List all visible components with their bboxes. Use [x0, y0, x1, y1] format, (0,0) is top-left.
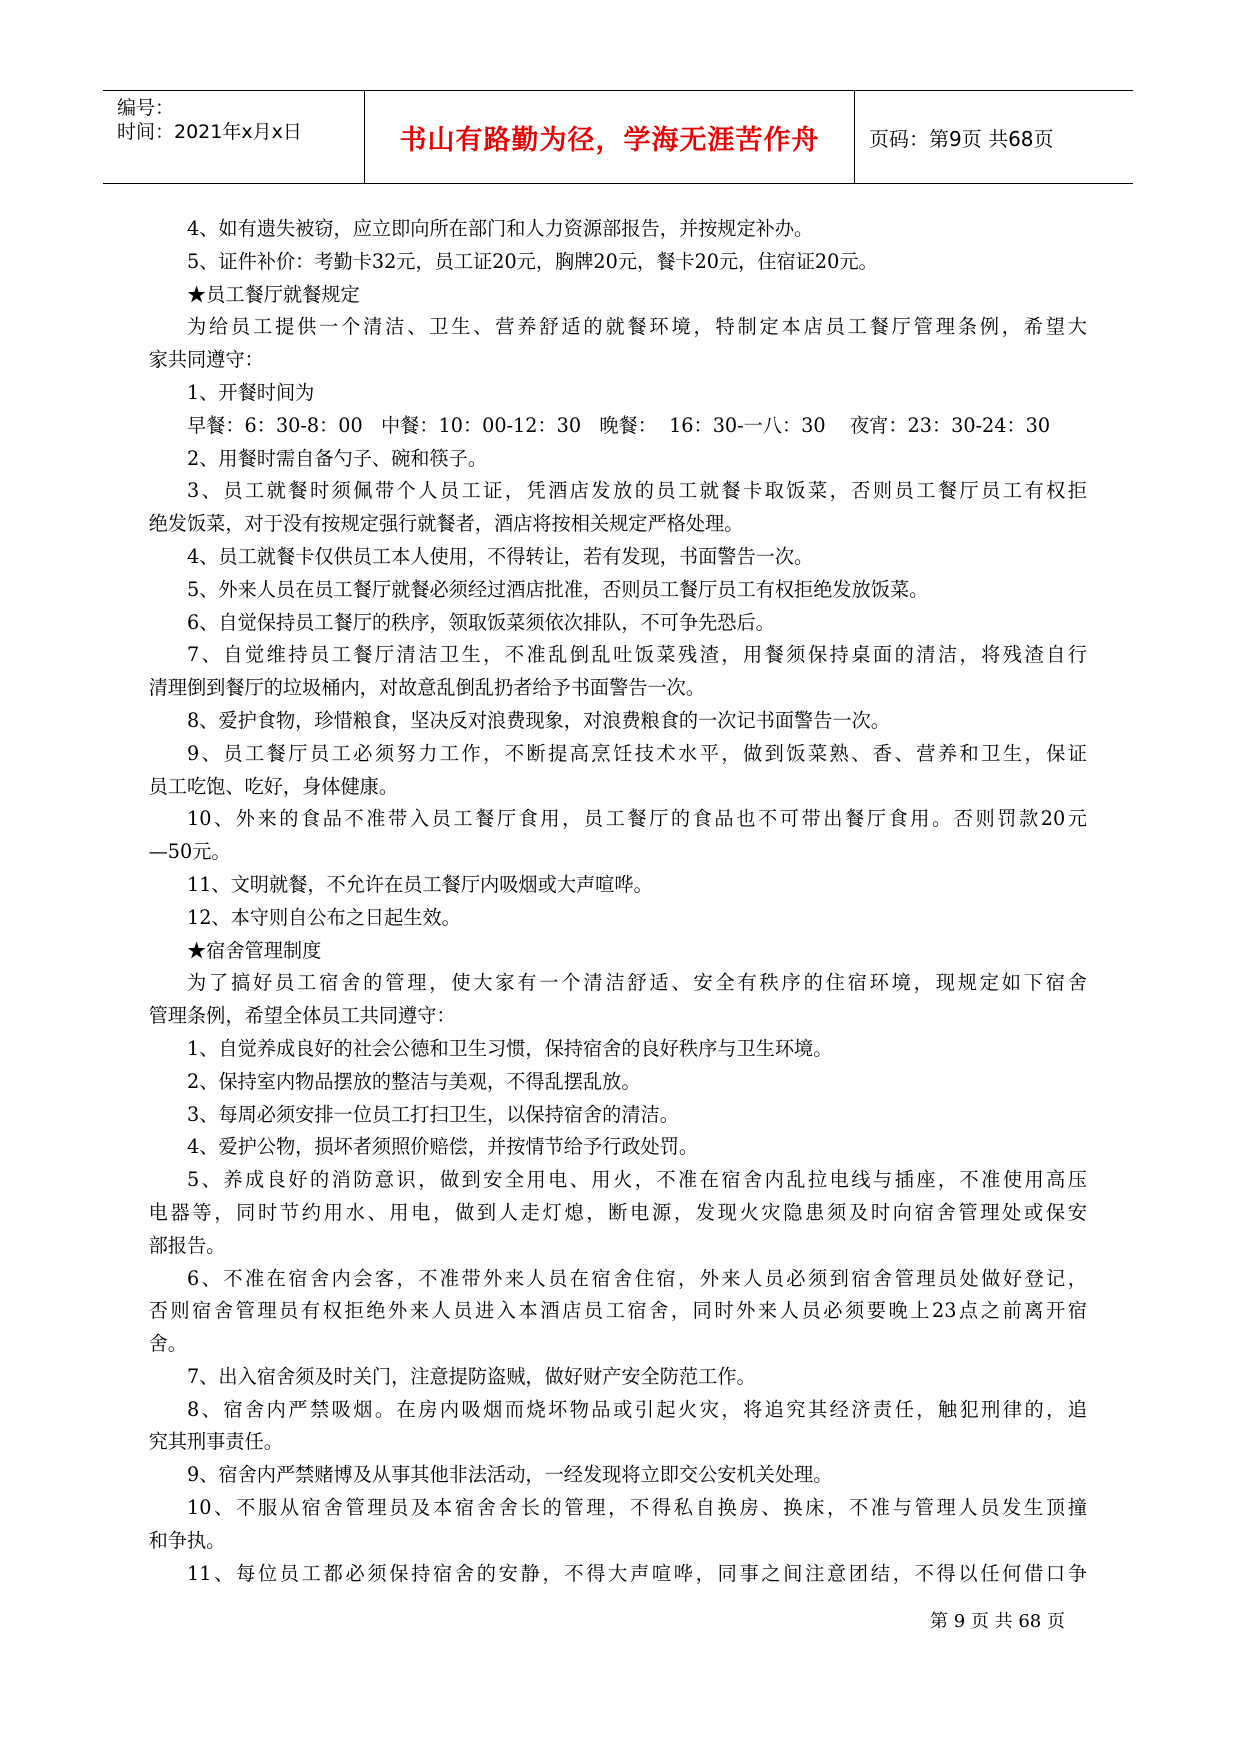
text-line: 7、自觉维持员工餐厅清洁卫生，不准乱倒乱吐饭菜残渣，用餐须保持桌面的清洁，将残渣自行: [187, 643, 1087, 667]
serial-number-label: 编号：: [117, 97, 175, 119]
text-line: 绝发饭菜，对于没有按规定强行就餐者，酒店将按相关规定严格处理。: [148, 512, 744, 536]
section-heading: ★员工餐厅就餐规定: [187, 282, 360, 306]
text-line: 5、外来人员在员工餐厅就餐必须经过酒店批准，否则员工餐厅员工有权拒绝发放饭菜。: [187, 577, 929, 601]
text-line: 家共同遵守：: [148, 348, 264, 372]
meal-times-line: 早餐：6：30-8：00 中餐：10：00-12：30 晚餐： 16：30-一八：30 夜宵：23：30-24：30: [187, 413, 1051, 437]
text-line: 10、不服从宿舍管理员及本宿舍舍长的管理，不得私自换房、换床，不准与管理人员发生顶撞: [187, 1496, 1087, 1520]
text-line: 1、自觉养成良好的社会公德和卫生习惯，保持宿舍的良好秩序与卫生环境。: [187, 1036, 833, 1060]
text-line: 3、员工就餐时须佩带个人员工证，凭酒店发放的员工就餐卡取饭菜，否则员工餐厅员工有权拒: [187, 479, 1087, 503]
text-line: 1、开餐时间为: [187, 380, 315, 404]
text-line: 和争执。: [148, 1528, 226, 1552]
text-line: 10、外来的食品不准带入员工餐厅食用，员工餐厅的食品也不可带出餐厅食用。否则罚款20元: [187, 807, 1087, 831]
text-line: 否则宿舍管理员有权拒绝外来人员进入本酒店员工宿舍，同时外来人员必须要晚上23点之前离开宿: [148, 1299, 1087, 1323]
text-line: 2、用餐时需自备勺子、碗和筷子。: [187, 446, 488, 470]
text-line: 5、证件补价：考勤卡32元，员工证20元，胸牌20元，餐卡20元，住宿证20元。: [187, 249, 878, 273]
text-line: 为给员工提供一个清洁、卫生、营养舒适的就餐环境，特制定本店员工餐厅管理条例，希望大: [187, 315, 1087, 339]
text-line: 员工吃饱、吃好，身体健康。: [148, 774, 399, 798]
text-line: 3、每周必须安排一位员工打扫卫生，以保持宿舍的清洁。: [187, 1102, 679, 1126]
text-line: 12、本守则自公布之日起生效。: [187, 905, 461, 929]
text-line: 4、如有遗失被窃，应立即向所在部门和人力资源部报告，并按规定补办。: [187, 217, 814, 240]
header-slogan-cell: [365, 91, 855, 183]
text-line: 9、员工餐厅员工必须努力工作，不断提高烹饪技术水平，做到饭菜熟、香、营养和卫生，保证: [187, 741, 1087, 765]
slogan: 书山有路勤为径，学海无涯苦作舟: [399, 124, 820, 156]
text-line: 管理条例，希望全体员工共同遵守：: [148, 1004, 456, 1028]
text-line: 2、保持室内物品摆放的整洁与美观，不得乱摆乱放。: [187, 1069, 641, 1093]
text-line: 8、爱护食物，珍惜粮食，坚决反对浪费现象，对浪费粮食的一次记书面警告一次。: [187, 708, 890, 732]
page-footer: 第 9 页 共 68 页: [930, 1611, 1065, 1632]
text-line: 11、文明就餐，不允许在员工餐厅内吸烟或大声喧哗。: [187, 872, 653, 896]
date-label: 时间：2021年x月x日: [117, 121, 302, 143]
text-line: 9、宿舍内严禁赌博及从事其他非法活动，一经发现将立即交公安机关处理。: [187, 1463, 833, 1487]
text-line: 究其刑事责任。: [148, 1430, 283, 1454]
text-line: 为了搞好员工宿舍的管理，使大家有一个清洁舒适、安全有秩序的住宿环境，现规定如下宿舍: [187, 971, 1087, 995]
text-line: 7、出入宿舍须及时关门，注意提防盗贼，做好财产安全防范工作。: [187, 1364, 756, 1388]
text-line: 电器等，同时节约用水、用电，做到人走灯熄，断电源，发现火灾隐患须及时向宿舍管理处或保安: [148, 1200, 1087, 1224]
header-meta-cell: [103, 91, 365, 183]
text-line: 6、不准在宿舍内会客，不准带外来人员在宿舍住宿，外来人员必须到宿舍管理员处做好登记，: [187, 1266, 1087, 1290]
page-header: [103, 90, 1133, 184]
text-line: 11、每位员工都必须保持宿舍的安静，不得大声喧哗，同事之间注意团结，不得以任何借口争: [187, 1561, 1087, 1585]
text-line: 8、宿舍内严禁吸烟。在房内吸烟而烧坏物品或引起火灾，将追究其经济责任，触犯刑律的，追: [187, 1397, 1087, 1421]
header-page-cell: [855, 91, 1133, 183]
text-line: 6、自觉保持员工餐厅的秩序，领取饭菜须依次排队，不可争先恐后。: [187, 610, 775, 634]
text-line: 清理倒到餐厅的垃圾桶内，对故意乱倒乱扔者给予书面警告一次。: [148, 676, 706, 700]
document-body: [148, 213, 1087, 1590]
text-line: 4、爱护公物，损坏者须照价赔偿，并按情节给予行政处罚。: [187, 1135, 699, 1159]
section-heading: ★宿舍管理制度: [187, 938, 322, 962]
text-line: 5、养成良好的消防意识，做到安全用电、用火，不准在宿舍内乱拉电线与插座，不准使用高压: [187, 1168, 1087, 1192]
text-line: 舍。: [148, 1332, 187, 1356]
text-line: —50元。: [148, 840, 231, 864]
text-line: 部报告。: [148, 1233, 226, 1257]
header-page-info: 页码：第9页 共68页: [869, 126, 1054, 151]
text-line: 4、员工就餐卡仅供员工本人使用，不得转让，若有发现，书面警告一次。: [187, 544, 814, 568]
